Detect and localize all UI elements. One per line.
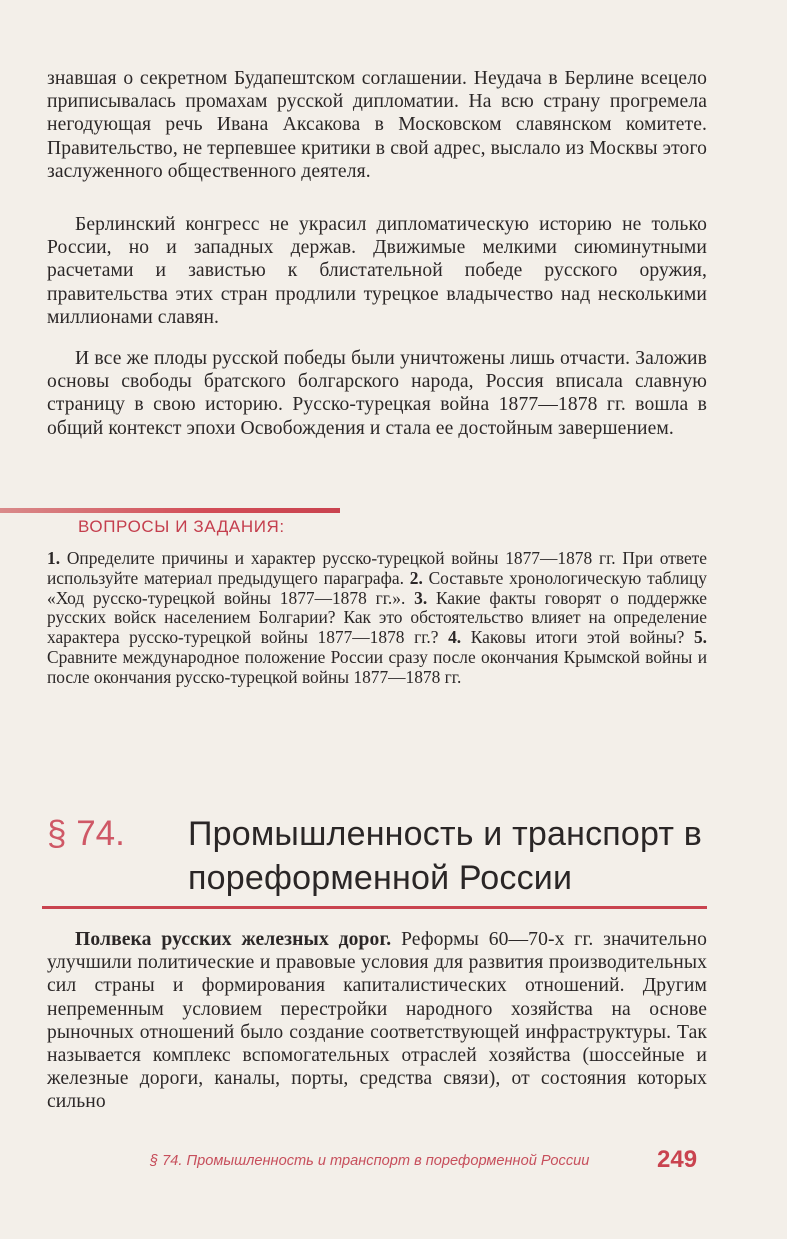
question-4-text: Каковы итоги этой войны? [470,627,685,648]
questions-accent-bar [0,508,340,513]
question-4-number: 4. [448,627,462,648]
paragraph-victory-fruits: И все же плоды русской победы были уничтожены лишь отчасти. Заложив основы свободы братского болгарского народа, Россия вписала славную страницу в свою историю. Русско-турецкая война 1877—1878 гг. вошла в общий контекст эпохи Освобождения и стала ее достойным завершением. [47,348,707,439]
question-2-text: Составьте хронологическую таблицу «Ход русско-турецкой войны 1877—1878 гг.». [47,567,708,608]
page-number: 249 [657,1146,698,1173]
question-1-text: Определите причины и характер русско-турецкой войны 1877—1878 гг. При ответе используйте материал предыдущего параграфа. [47,548,707,588]
questions-list [47,549,707,688]
section-divider [42,906,707,909]
questions-heading: ВОПРОСЫ И ЗАДАНИЯ: [78,517,285,536]
section-number: § 74. [47,814,125,853]
question-3-text: Какие факты говорят о поддержке русских войск населением Болгарии? Как это обстоятельство влияет на определение характера русско-турецкой войны 1877—1878 гг.? [47,587,707,648]
question-5-number: 5. [693,627,707,648]
section-body-paragraph [47,928,707,1114]
paragraph-body-text: Реформы 60—70-х гг. значительно улучшили политические и правовые условия для развития производительных сил страны и формирования капиталистических отношений. Другим непременным условием перестройки народного хозяйства на основе рыночных отношений было создание соответствующей инфраструктуры. Так называется комплекс вспомогательных отраслей хозяйства (шоссейные и железные дороги, каналы, порты, средства связи), от состояния которых сильно [47,929,708,1113]
paragraph-lead-heading: Полвека русских железных дорог. [75,929,392,950]
question-1-number: 1. [47,548,61,568]
question-4 [448,627,684,647]
question-2-number: 2. [409,567,423,588]
question-5-text: Сравните международное положение России сразу после окончания Крымской войны и после окончания русско-турецкой войны 1877—1878 гг. [47,646,707,687]
paragraph-aksakov: знавшая о секретном Будапештском соглашении. Неудача в Берлине всецело приписывалась промахам русской дипломатии. На всю страну прогремела негодующая речь Ивана Аксакова в Московском славянском комитете. Правительство, не терпевшее критики в свой адрес, выслало из Москвы этого заслуженного общественного деятеля. [47,68,707,182]
paragraph-berlin-congress: Берлинский конгресс не украсил дипломатическую историю не только России, но и западных держав. Движимые мелкими сиюминутными расчетами и завистью к блистательной победе русского оружия, правительства этих стран продлили турецкое владычество над несколькими миллионами славян. [47,214,707,328]
section-title: Промышленность и транспорт в пореформенной России [188,815,703,897]
question-3-number: 3. [414,587,428,608]
running-footer-title: § 74. Промышленность и транспорт в пореформенной России [150,1153,590,1169]
